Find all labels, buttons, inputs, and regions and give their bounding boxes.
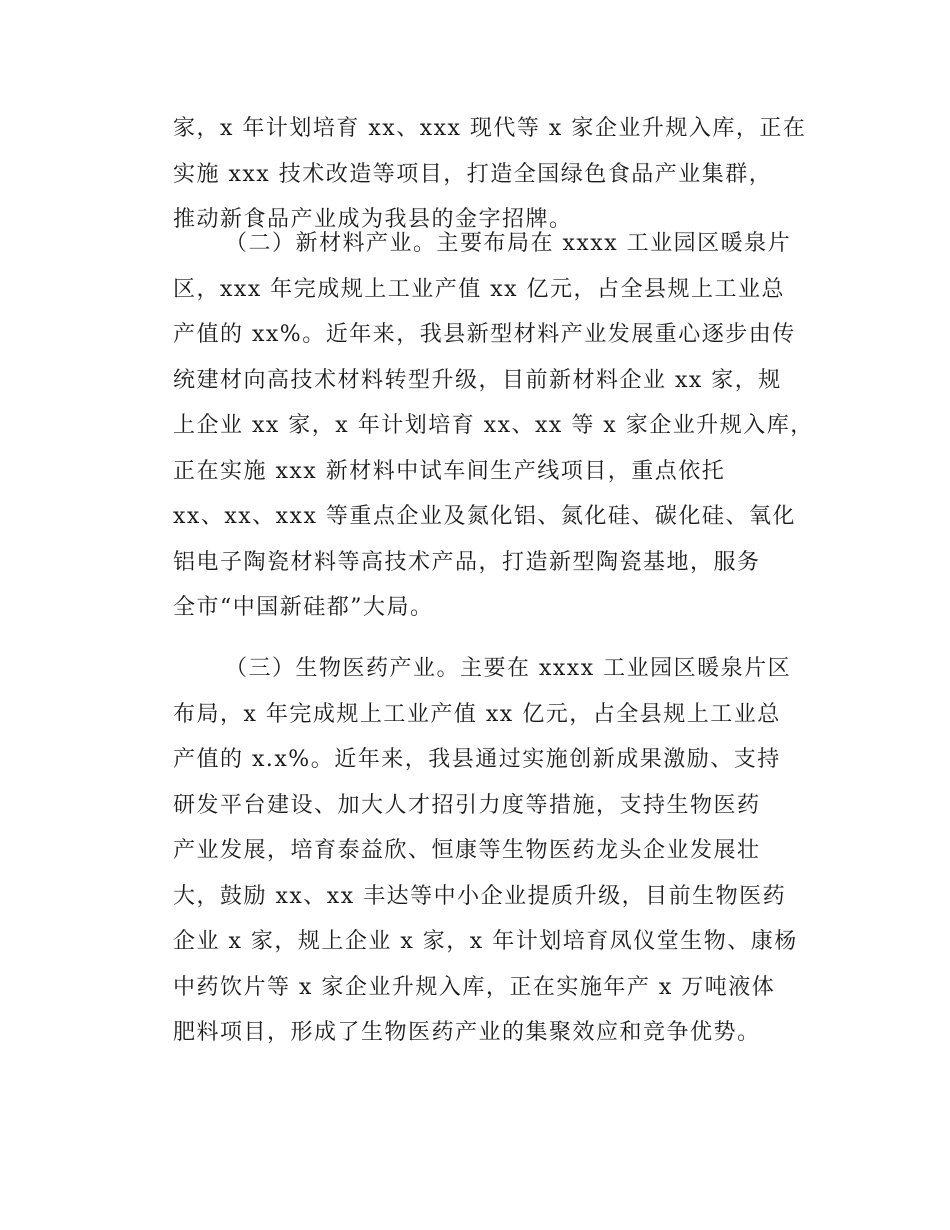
text-line: 大，鼓励 xx、xx 丰达等中小企业提质升级，目前生物医药 [173, 883, 787, 909]
text-line: 研发平台建设、加大人才招引力度等措施，支持生物医药 [173, 792, 761, 818]
text-line: 家，x 年计划培育 xx、xxx 现代等 x 家企业升规入库，正在 [173, 116, 807, 141]
text-line: 产值的 x.x%。近年来，我县通过实施创新成果激励、支持 [173, 747, 781, 772]
text-line: 正在实施 xxx 新材料中试车间生产线项目，重点依托 [173, 458, 726, 484]
text-line: 实施 xxx 技术改造等项目，打造全国绿色食品产业集群， [173, 161, 773, 187]
paragraph-new-materials [173, 221, 813, 631]
text-line: 推动新食品产业成为我县的金字招牌。 [173, 207, 573, 232]
text-line: 铝电子陶瓷材料等高技术产品，打造新型陶瓷基地，服务 [173, 549, 761, 575]
text-line: （二）新材料产业。主要布局在 xxxx 工业园区暖泉片 [225, 231, 792, 256]
text-line: 产值的 xx%。近年来，我县新型材料产业发展重心逐步由传 [173, 322, 796, 347]
text-line: 肥料项目，形成了生物医药产业的集聚效应和竞争优势。 [173, 1020, 761, 1045]
text-line: 产业发展，培育泰益欣、恒康等生物医药龙头企业发展壮 [173, 838, 761, 863]
text-line: 企业 x 家，规上企业 x 家，x 年计划培育凤仪堂生物、康杨 [173, 929, 798, 954]
text-line: 布局，x 年完成规上工业产值 xx 亿元，占全县规上工业总 [173, 701, 781, 727]
text-line: （三）生物医药产业。主要在 xxxx 工业园区暖泉片区 [225, 656, 792, 681]
paragraph-biomedicine [173, 646, 813, 1056]
text-line: 全市“中国新硅都”大局。 [173, 595, 434, 620]
text-line: 中药饮片等 x 家企业升规入库，正在实施年产 x 万吨液体 [173, 974, 776, 1000]
text-line: 上企业 xx 家，x 年计划培育 xx、xx 等 x 家企业升规入库， [173, 413, 814, 438]
text-line: 统建材向高技术材料转型升级，目前新材料企业 xx 家，规 [173, 367, 782, 393]
text-line: xx、xx、xxx 等重点企业及氮化铝、氮化硅、碳化硅、氧化 [173, 504, 796, 529]
text-line: 区，xxx 年完成规上工业产值 xx 亿元，占全县规上工业总 [173, 276, 786, 302]
